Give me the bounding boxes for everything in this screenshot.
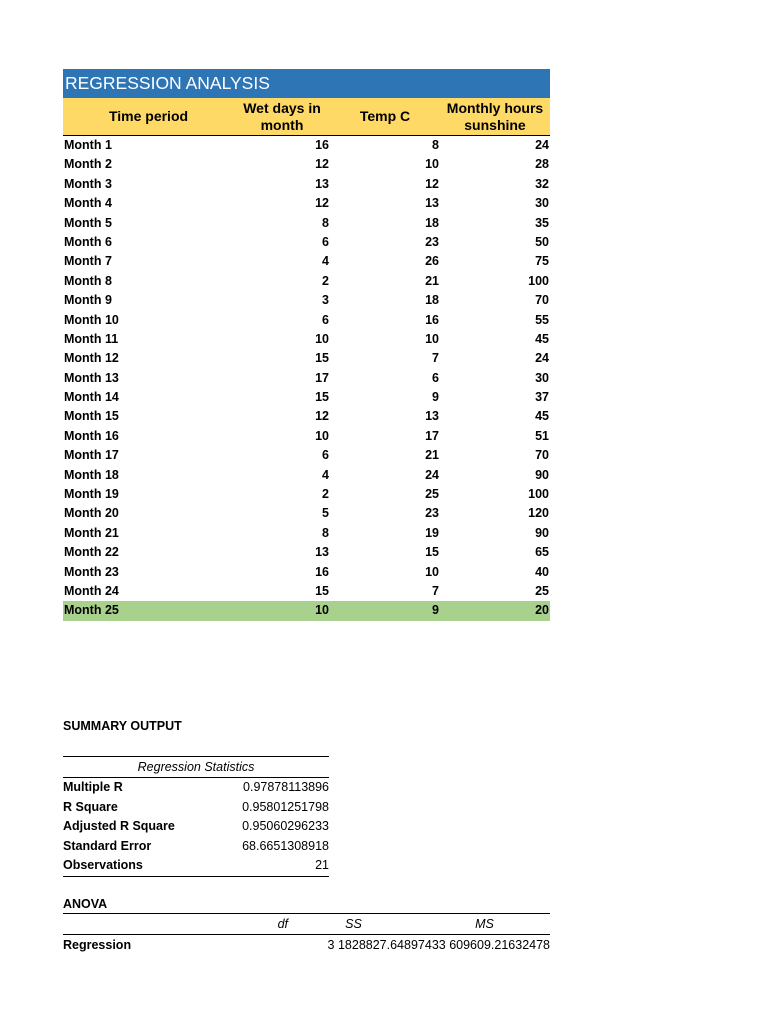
- cell-time-period[interactable]: Month 11: [64, 331, 119, 346]
- header-sunshine[interactable]: Monthly hours sunshine: [446, 99, 544, 133]
- cell-wet-days[interactable]: 8: [322, 525, 329, 540]
- cell-time-period[interactable]: Month 17: [64, 448, 119, 463]
- cell-temp[interactable]: 13: [425, 409, 439, 424]
- anova-header-blank: [63, 914, 223, 934]
- statistic-label: Standard Error: [63, 838, 152, 853]
- cell-temp[interactable]: 6: [432, 370, 439, 385]
- regression-statistics-header: Regression Statistics: [63, 757, 329, 778]
- statistic-label: Observations: [63, 858, 143, 872]
- cell-temp[interactable]: 15: [425, 545, 439, 560]
- cell-temp[interactable]: 8: [432, 138, 439, 152]
- table-row: [63, 214, 550, 233]
- table-row: [63, 504, 550, 523]
- cell-temp[interactable]: 21: [425, 448, 439, 463]
- anova-header-ms[interactable]: MS: [475, 917, 494, 931]
- cell-sunshine[interactable]: 20: [535, 603, 549, 618]
- cell-sunshine[interactable]: 35: [535, 215, 549, 230]
- cell-sunshine[interactable]: 90: [535, 525, 549, 540]
- table-row: [63, 136, 550, 155]
- table-row: [63, 582, 550, 601]
- cell-time-period[interactable]: Month 16: [64, 428, 119, 443]
- table-row: [63, 446, 550, 465]
- cell-time-period[interactable]: Month 8: [64, 273, 112, 288]
- anova-header-ss[interactable]: SS: [345, 917, 362, 931]
- anova-row: [63, 935, 550, 955]
- anova-header: [63, 914, 550, 935]
- statistic-value[interactable]: 0.95801251798: [242, 799, 329, 814]
- anova-row-values[interactable]: 3 1828827.64897433 609609.21632478: [327, 938, 550, 952]
- cell-temp[interactable]: 10: [425, 331, 439, 346]
- cell-temp[interactable]: 7: [432, 583, 439, 598]
- cell-wet-days[interactable]: 12: [315, 409, 329, 424]
- cell-temp[interactable]: 23: [425, 506, 439, 521]
- cell-time-period[interactable]: Month 19: [64, 487, 119, 502]
- cell-time-period[interactable]: Month 13: [64, 370, 119, 385]
- cell-time-period[interactable]: Month 20: [64, 506, 119, 521]
- cell-sunshine[interactable]: 55: [535, 312, 549, 327]
- statistic-label: R Square: [63, 799, 118, 814]
- cell-time-period[interactable]: Month 23: [64, 564, 119, 579]
- table-row: [63, 524, 550, 543]
- table-row: [63, 388, 550, 407]
- cell-wet-days[interactable]: 15: [315, 351, 329, 366]
- cell-sunshine[interactable]: 100: [528, 487, 549, 502]
- cell-wet-days[interactable]: 4: [322, 254, 329, 269]
- table-row: [63, 330, 550, 349]
- cell-time-period[interactable]: Month 4: [64, 196, 112, 211]
- cell-temp[interactable]: 21: [425, 273, 439, 288]
- cell-wet-days[interactable]: 10: [315, 331, 329, 346]
- table-header: [63, 98, 550, 136]
- cell-temp[interactable]: 16: [425, 312, 439, 327]
- table-row: [63, 233, 550, 252]
- anova-row-label: Regression: [63, 938, 132, 952]
- cell-sunshine[interactable]: 70: [535, 448, 549, 463]
- header-time-period[interactable]: Time period: [108, 108, 189, 124]
- cell-time-period[interactable]: Month 9: [64, 293, 112, 308]
- cell-time-period[interactable]: Month 2: [64, 157, 112, 172]
- sheet-title: REGRESSION ANALYSIS: [63, 69, 550, 98]
- cell-temp[interactable]: 7: [432, 351, 439, 366]
- table-row: [63, 155, 550, 174]
- cell-time-period[interactable]: Month 15: [64, 409, 119, 424]
- table-row: [63, 485, 550, 504]
- cell-sunshine[interactable]: 65: [535, 545, 549, 560]
- cell-wet-days[interactable]: 17: [315, 370, 329, 385]
- cell-sunshine[interactable]: 75: [535, 254, 549, 269]
- table-body: [63, 136, 550, 621]
- cell-wet-days[interactable]: 16: [315, 138, 329, 152]
- table-row: [63, 407, 550, 426]
- regression-table: [63, 69, 550, 621]
- cell-temp[interactable]: 9: [432, 390, 439, 405]
- summary-output-title: SUMMARY OUTPUT: [63, 719, 182, 733]
- cell-wet-days[interactable]: 13: [315, 176, 329, 191]
- cell-wet-days[interactable]: 16: [315, 564, 329, 579]
- cell-sunshine[interactable]: 40: [535, 564, 549, 579]
- cell-wet-days[interactable]: 12: [315, 196, 329, 211]
- cell-temp[interactable]: 23: [425, 234, 439, 249]
- statistics-rows: [63, 778, 329, 876]
- cell-sunshine[interactable]: 45: [535, 331, 549, 346]
- regression-statistics-table: [63, 756, 329, 877]
- cell-temp[interactable]: 18: [425, 215, 439, 230]
- cell-sunshine[interactable]: 30: [535, 370, 549, 385]
- table-row: [63, 175, 550, 194]
- cell-wet-days[interactable]: 15: [315, 390, 329, 405]
- cell-time-period[interactable]: Month 21: [64, 525, 119, 540]
- cell-time-period[interactable]: Month 5: [64, 215, 112, 230]
- cell-temp[interactable]: 10: [425, 157, 439, 172]
- cell-sunshine[interactable]: 100: [528, 273, 549, 288]
- statistic-value[interactable]: 0.97878113896: [243, 780, 329, 794]
- cell-wet-days[interactable]: 15: [315, 583, 329, 598]
- table-row: [63, 252, 550, 271]
- table-row: [63, 349, 550, 368]
- cell-wet-days[interactable]: 6: [322, 448, 329, 463]
- anova-table: [63, 913, 550, 955]
- statistic-value[interactable]: 68.6651308918: [242, 838, 329, 853]
- cell-temp[interactable]: 9: [432, 603, 439, 618]
- cell-sunshine[interactable]: 28: [535, 157, 549, 172]
- table-row: [63, 291, 550, 310]
- cell-wet-days[interactable]: 6: [322, 234, 329, 249]
- cell-wet-days[interactable]: 4: [322, 467, 329, 482]
- cell-sunshine[interactable]: 70: [535, 293, 549, 308]
- cell-time-period[interactable]: Month 3: [64, 176, 112, 191]
- cell-wet-days[interactable]: 12: [315, 157, 329, 172]
- header-temp[interactable]: Temp C: [359, 108, 411, 124]
- cell-sunshine[interactable]: 50: [535, 234, 549, 249]
- table-row: [63, 543, 550, 562]
- cell-wet-days[interactable]: 8: [322, 215, 329, 230]
- cell-time-period[interactable]: Month 24: [64, 583, 119, 598]
- anova-title: ANOVA: [63, 897, 108, 911]
- statistics-row: [63, 856, 329, 876]
- cell-temp[interactable]: 26: [425, 254, 439, 269]
- table-row: [63, 194, 550, 213]
- cell-wet-days[interactable]: 2: [322, 273, 329, 288]
- table-row: [63, 563, 550, 582]
- cell-time-period[interactable]: Month 12: [64, 351, 119, 366]
- cell-temp[interactable]: 19: [425, 525, 439, 540]
- statistic-label: Multiple R: [63, 780, 123, 794]
- cell-wet-days[interactable]: 10: [315, 603, 329, 618]
- statistic-value[interactable]: 21: [315, 858, 329, 872]
- statistic-value[interactable]: 0.95060296233: [242, 819, 329, 833]
- cell-time-period[interactable]: Month 18: [64, 467, 119, 482]
- cell-sunshine[interactable]: 45: [535, 409, 549, 424]
- cell-time-period[interactable]: Month 14: [64, 390, 119, 405]
- cell-sunshine[interactable]: 25: [535, 583, 549, 598]
- cell-time-period[interactable]: Month 10: [64, 312, 119, 327]
- cell-wet-days[interactable]: 10: [315, 428, 329, 443]
- cell-temp[interactable]: 12: [425, 176, 439, 191]
- table-row: [63, 601, 550, 620]
- cell-temp[interactable]: 10: [425, 564, 439, 579]
- cell-sunshine[interactable]: 120: [528, 506, 549, 521]
- cell-temp[interactable]: 25: [425, 487, 439, 502]
- anova-header-df[interactable]: df: [277, 917, 288, 931]
- cell-wet-days[interactable]: 5: [322, 506, 329, 521]
- cell-sunshine[interactable]: 51: [535, 428, 549, 443]
- cell-wet-days[interactable]: 3: [322, 293, 329, 308]
- table-row: [63, 369, 550, 388]
- cell-time-period[interactable]: Month 6: [64, 234, 112, 249]
- cell-sunshine[interactable]: 24: [535, 351, 549, 366]
- statistic-label: Adjusted R Square: [63, 819, 175, 833]
- anova-rows: [63, 935, 550, 955]
- cell-wet-days[interactable]: 6: [322, 312, 329, 327]
- cell-sunshine[interactable]: 90: [535, 467, 549, 482]
- cell-sunshine[interactable]: 32: [535, 176, 549, 191]
- table-row: [63, 311, 550, 330]
- cell-temp[interactable]: 13: [425, 196, 439, 211]
- cell-sunshine[interactable]: 30: [535, 196, 549, 211]
- cell-time-period[interactable]: Month 22: [64, 545, 119, 560]
- cell-temp[interactable]: 24: [425, 467, 439, 482]
- statistics-row: [63, 837, 329, 857]
- cell-sunshine[interactable]: 24: [535, 138, 549, 152]
- statistics-row: [63, 817, 329, 837]
- statistics-row: [63, 778, 329, 798]
- cell-wet-days[interactable]: 13: [315, 545, 329, 560]
- statistics-row: [63, 798, 329, 818]
- table-row: [63, 427, 550, 446]
- table-row: [63, 466, 550, 485]
- header-wet-days[interactable]: Wet days in month: [243, 99, 321, 133]
- cell-temp[interactable]: 18: [425, 293, 439, 308]
- cell-time-period[interactable]: Month 25: [64, 603, 119, 618]
- cell-time-period[interactable]: Month 1: [64, 138, 112, 152]
- cell-time-period[interactable]: Month 7: [64, 254, 112, 269]
- table-row: [63, 272, 550, 291]
- cell-temp[interactable]: 17: [425, 428, 439, 443]
- cell-wet-days[interactable]: 2: [322, 487, 329, 502]
- cell-sunshine[interactable]: 37: [535, 390, 549, 405]
